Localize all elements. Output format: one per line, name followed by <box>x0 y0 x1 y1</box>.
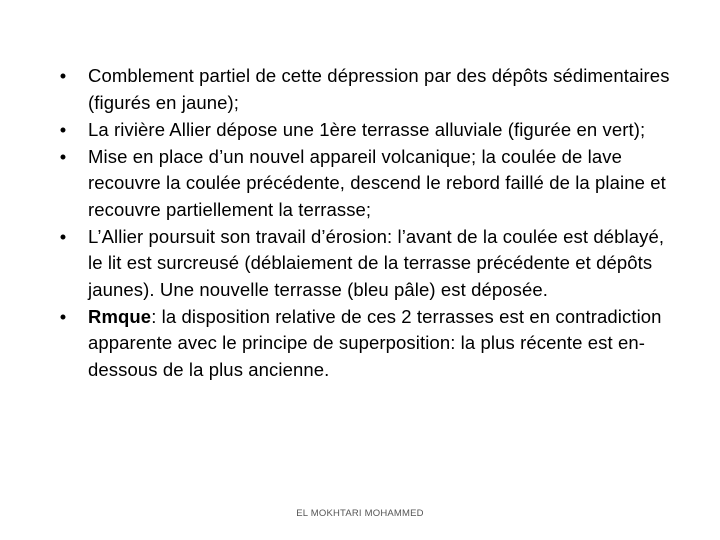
bullet-text: Comblement partiel de cette dépression par des dépôts sédimentaires (figurés en jaune); <box>88 65 670 113</box>
bullet-item-erosion <box>50 224 680 304</box>
bullet-item-first-terrace <box>50 117 680 144</box>
bullet-icon: • <box>59 118 67 140</box>
bullet-icon: • <box>59 305 67 327</box>
footer-author: EL MOKHTARI MOHAMMED <box>296 508 424 519</box>
bullet-icon: • <box>59 145 67 167</box>
bullet-item-remark <box>50 304 680 384</box>
bullet-item-deposits <box>50 63 680 116</box>
remark-label: Rmque <box>88 305 152 327</box>
bullet-item-volcanic-apparatus <box>50 144 680 224</box>
bullet-text: Mise en place d’un nouvel appareil volcanique; la coulée de lave recouvre la coulée précédente, descend le rebord faillé de la plaine et recouvre partiellement la terrasse; <box>88 145 666 220</box>
bullet-text: La rivière Allier dépose une 1ère terrasse alluviale (figurée en vert); <box>88 118 646 140</box>
bullet-icon: • <box>59 65 67 86</box>
bullet-text: : la disposition relative de ces 2 terrasses est en contradiction apparente avec le principe de superposition: la plus récente est en-dessous de la plus ancienne. <box>88 305 662 380</box>
bullet-icon: • <box>59 225 67 247</box>
bullet-text: L’Allier poursuit son travail d’érosion: l’avant de la coulée est déblayé, le lit est surcreusé (déblaiement de la terrasse précédente et dépôts jaunes). Une nouvelle terrasse (bleu pâle) est déposée. <box>88 225 665 300</box>
bullet-list <box>50 63 680 384</box>
